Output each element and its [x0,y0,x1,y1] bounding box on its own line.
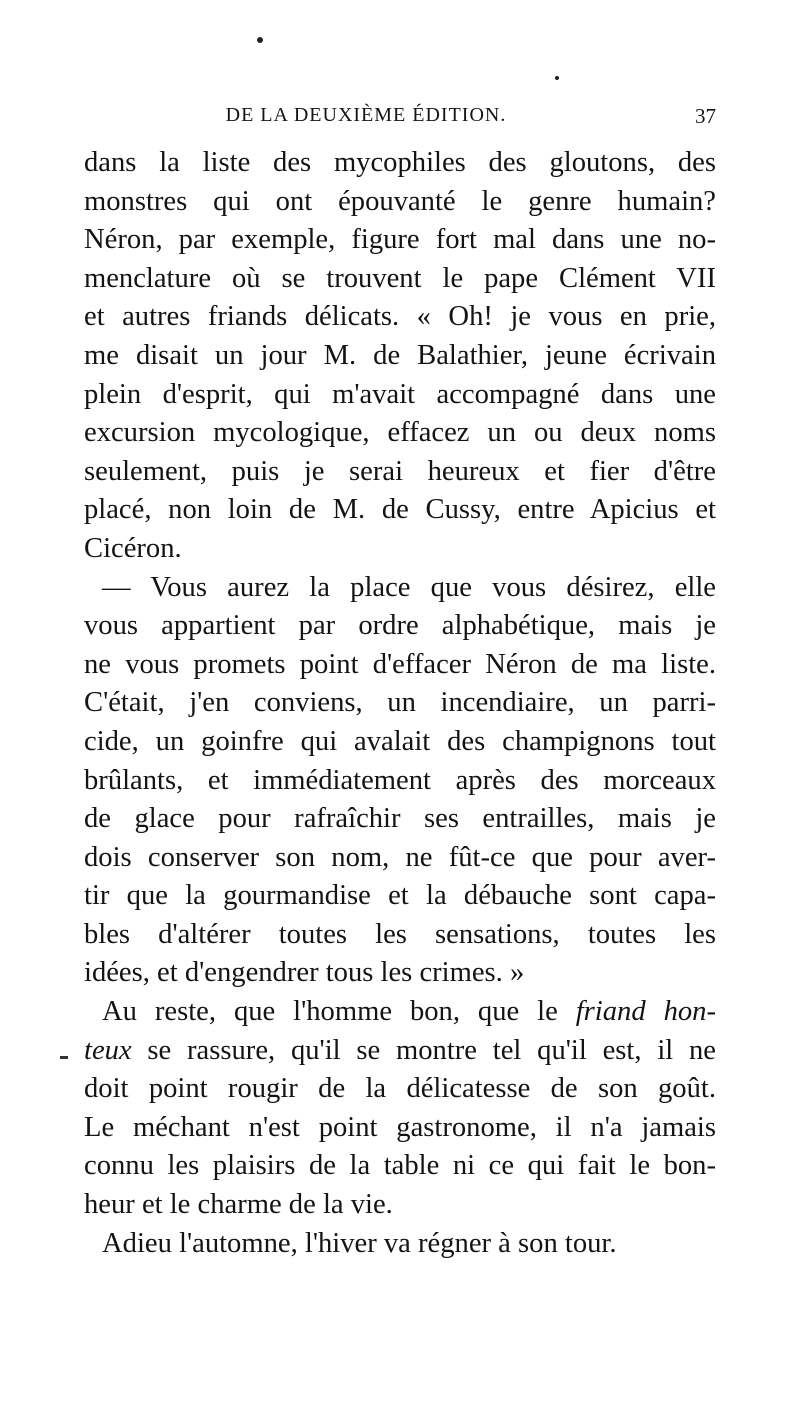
text-line: connu les plaisirs de la table ni ce qui fait le bon- [84,1150,716,1182]
text-line: vous appartient par ordre alphabétique, mais je [84,610,716,642]
text-line: et autres friands délicats. « Oh! je vous en prie, [84,301,716,333]
text-segment: Au reste, que l'homme bon, que le [102,996,558,1028]
running-header [96,104,716,134]
italic-phrase: friand hon- [575,996,716,1028]
text-line: ne vous promets point d'effacer Néron de ma liste. [84,648,716,680]
text-line: dans la liste des mycophiles des gloutons, des [84,147,716,178]
text-line: menclature où se trouvent le pape Clément VII [84,262,716,294]
page-number: 37 [695,104,716,128]
text-line [84,993,716,1032]
text-line: Néron, par exemple, figure fort mal dans une no- [84,224,716,256]
text-line: bles d'altérer toutes les sensations, toutes les [84,918,716,950]
ink-speck [257,37,263,43]
text-line: de glace pour rafraîchir ses entrailles, mais je [84,803,716,835]
italic-phrase: teux [84,1034,132,1066]
text-line: placé, non loin de M. de Cussy, entre Apicius et [84,494,716,526]
text-line: cide, un goinfre qui avalait des champignons tout [84,725,716,757]
text-line: — Vous aurez la place que vous désirez, elle [102,571,716,603]
text-line: plein d'esprit, qui m'avait accompagné dans une [84,378,716,410]
text-line: tir que la gourmandise et la débauche sont capa- [84,880,716,912]
text-line: Cicéron. [84,532,182,564]
ink-speck [555,76,559,80]
running-title: DE LA DEUXIÈME ÉDITION. [225,104,507,126]
text-line: C'était, j'en conviens, un incendiaire, un parri- [84,687,716,719]
text-line: idées, et d'engendrer tous les crimes. » [84,957,525,989]
text-line: excursion mycologique, effacez un ou deux noms [84,417,716,449]
margin-mark [60,1056,68,1059]
text-line: brûlants, et immédiatement après des morceaux [84,764,716,796]
text-line: Adieu l'automne, l'hiver va régner à son tour. [102,1227,617,1259]
text-line: monstres qui ont épouvanté le genre humain? [84,185,716,217]
text-line: heur et le charme de la vie. [84,1189,393,1221]
text-line: me disait un jour M. de Balathier, jeune écrivain [84,339,716,371]
text-line: seulement, puis je serai heureux et fier d'être [84,455,716,487]
text-line: doit point rougir de la délicatesse de son goût. [84,1073,716,1105]
body-text [84,144,716,1263]
text-line: dois conserver son nom, ne fût-ce que pour aver- [84,841,716,873]
text-line: Le méchant n'est point gastronome, il n'a jamais [84,1111,716,1143]
text-line [84,1032,716,1071]
text-segment: se rassure, qu'il se montre tel qu'il est, il ne [147,1034,716,1066]
